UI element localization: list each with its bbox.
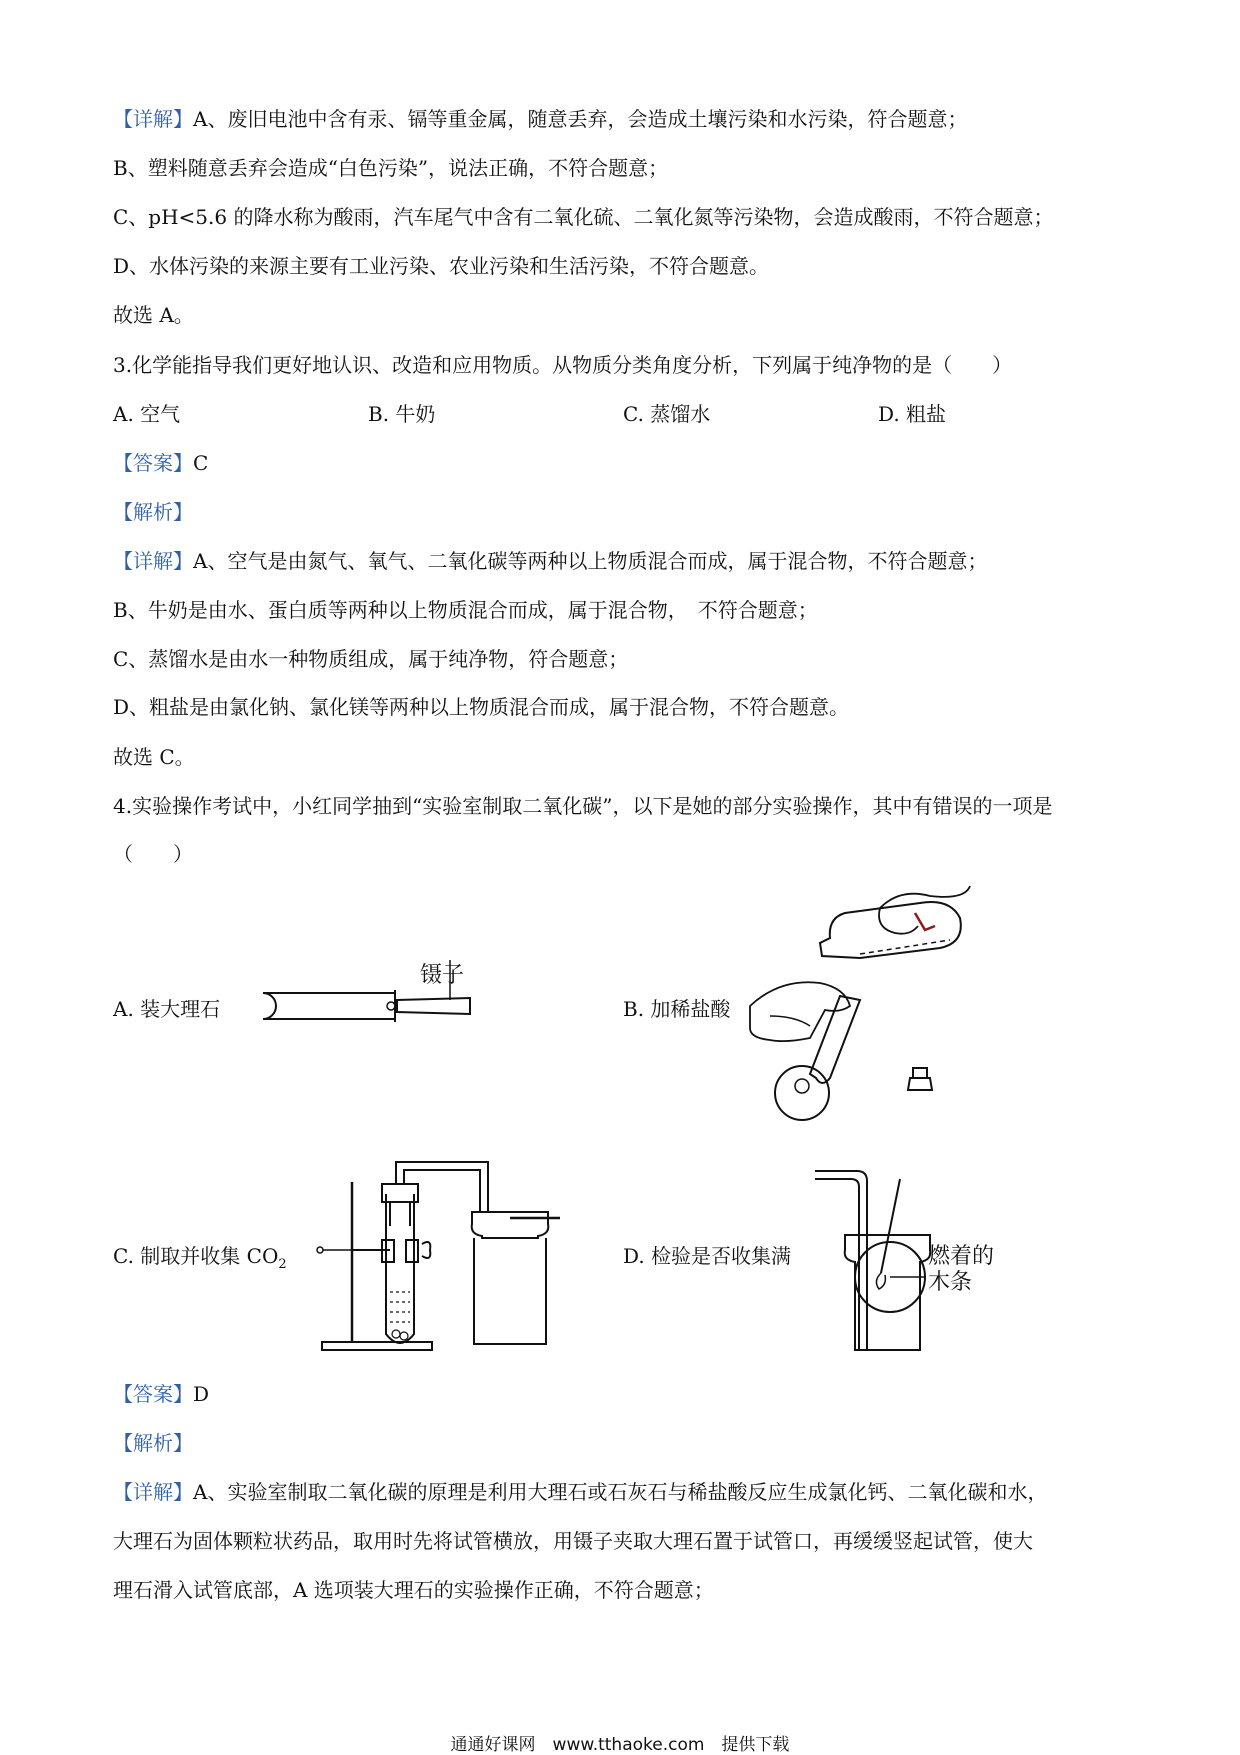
q3-conclusion: 故选 C。	[113, 745, 195, 769]
q3-option-b: B. 牛奶	[368, 402, 436, 426]
prev-detail-line-c: C、pH<5.6 的降水称为酸雨，汽车尾气中含有二氧化硫、二氧化氮等污染物，会造成酸雨，不符合题意；	[113, 205, 1054, 229]
q3-option-a: A. 空气	[113, 402, 181, 426]
q4-option-a: A. 装大理石	[113, 997, 221, 1021]
q4-detail-b: 大理石为固体颗粒状药品，取用时先将试管横放，用镊子夹取大理石置于试管口，再缓缓竖起试管，使大	[113, 1529, 1033, 1553]
q4-analysis-tag: 【解析】	[113, 1431, 193, 1455]
label-tweezers: 镊子	[420, 963, 465, 988]
prev-detail-line-b: B、塑料随意丢弃会造成“白色污染”，说法正确，不符合题意；	[113, 156, 669, 180]
q4-detail-a: 【详解】A、实验室制取二氧化碳的原理是利用大理石或石灰石与稀盐酸反应生成氯化钙、二氧化碳和水，	[113, 1480, 1048, 1504]
q3-detail-c: C、蒸馏水是由水一种物质组成，属于纯净物，符合题意；	[113, 647, 629, 671]
detail-tag: 【详解】	[113, 107, 193, 131]
prev-detail-line-d: D、水体污染的来源主要有工业污染、农业污染和生活污染，不符合题意。	[113, 254, 770, 278]
q3-stem: 3.化学能指导我们更好地认识、改造和应用物质。从物质分类角度分析，下列属于纯净物的是（ ）	[113, 353, 1013, 377]
co2-apparatus-figure	[310, 1152, 570, 1357]
prev-detail-line-a: 【详解】A、废旧电池中含有汞、镉等重金属，随意丢弃，会造成土壤污染和水污染，符合题意；	[113, 107, 968, 131]
q4-answer: 【答案】D	[113, 1382, 210, 1406]
q4-stem-cont: （ ）	[113, 842, 193, 866]
q4-stem: 4.实验操作考试中，小红同学抽到“实验室制取二氧化碳”，以下是她的部分实验操作，其中有错误的一项是	[113, 794, 1053, 818]
pour-acid-figure	[750, 888, 980, 1128]
q4-option-c: C. 制取并收集 $CO_2$	[113, 1244, 287, 1272]
q4-detail-c: 理石滑入试管底部，A 选项装大理石的实验操作正确，不符合题意；	[113, 1578, 714, 1602]
label-burning: 燃着的	[928, 1244, 995, 1269]
q3-option-d: D. 粗盐	[878, 402, 947, 426]
q4-option-d: D. 检验是否收集满	[623, 1244, 792, 1268]
q3-answer: 【答案】C	[113, 451, 209, 475]
q3-detail-d: D、粗盐是由氯化钠、氯化镁等两种以上物质混合而成，属于混合物，不符合题意。	[113, 695, 850, 719]
label-stick: 木条	[928, 1270, 973, 1295]
prev-conclusion: 故选 A。	[113, 303, 194, 327]
q3-detail-b: B、牛奶是由水、蛋白质等两种以上物质混合而成，属于混合物， 不符合题意；	[113, 598, 818, 622]
q3-option-c: C. 蒸馏水	[623, 402, 711, 426]
page-footer: 通通好课网 www.tthaoke.com 提供下载	[450, 1735, 790, 1755]
q3-analysis-tag: 【解析】	[113, 500, 193, 524]
q4-option-b: B. 加稀盐酸	[623, 997, 731, 1021]
q3-detail-a: 【详解】A、空气是由氮气、氧气、二氧化碳等两种以上物质混合而成，属于混合物，不符合题意；	[113, 549, 988, 573]
